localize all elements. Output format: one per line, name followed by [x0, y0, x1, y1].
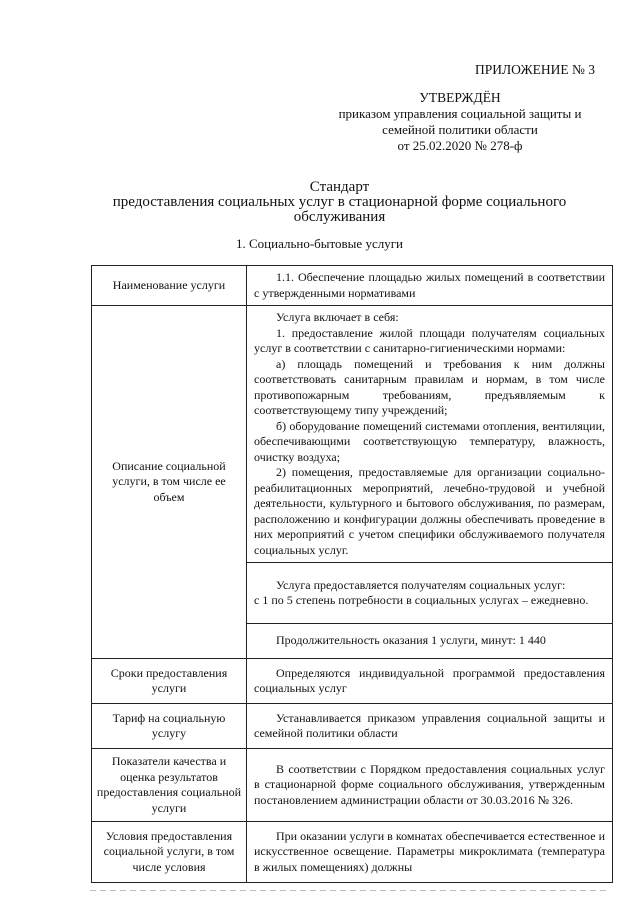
- table-row-name: [92, 266, 613, 306]
- title-line-1: Стандарт: [309, 179, 370, 195]
- conditions-value: [247, 822, 613, 883]
- order-line-2: семейной политики области: [382, 122, 538, 137]
- scan-artifact-line: [90, 890, 610, 891]
- recipients-value: [247, 563, 613, 624]
- table-row-tariff: [92, 704, 613, 749]
- tariff-label: Тариф на социальную услугу: [92, 704, 247, 749]
- terms-value: [247, 659, 613, 704]
- service-name-text: 1.1. Обеспечение площадью жилых помещений в соответствии с утвержденными нормативами: [254, 270, 605, 300]
- desc-paragraph: б) оборудование помещений системами отопления, вентиляции, обеспечивающими соответствующую температуру, влажность, очистку воздуха;: [254, 418, 605, 464]
- section-title: 1. Социально-бытовые услуги: [236, 236, 403, 251]
- conditions-label: Условия предоставления социальной услуги, в том числе условия: [92, 822, 247, 883]
- desc-paragraph: 1. предоставление жилой площади получателям социальных услуг в соответствии с санитарно-гигиеническими нормами:: [254, 325, 605, 355]
- approved-stamp-text: УТВЕРЖДЁН: [419, 90, 501, 105]
- quality-label: Показатели качества и оценка результатов предоставления социальной услуги: [92, 749, 247, 822]
- recipients-line-1: Услуга предоставляется получателям социальных услуг:: [276, 577, 566, 592]
- order-line-1: приказом управления социальной защиты и: [338, 106, 582, 121]
- title-line-2: предоставления социальных услуг в стационарной форме социального: [112, 194, 567, 210]
- standard-table: [91, 265, 613, 883]
- title-line-3: обслуживания: [293, 209, 386, 225]
- description-label: Описание социальной услуги, в том числе ее объем: [92, 306, 247, 659]
- duration-value: [247, 624, 613, 659]
- desc-paragraph: а) площадь помещений и требования к ним должны соответствовать санитарным правилам и нормам, в том числе противопожарным требованиям, предъявляемым к соответствующему типу учреждений;: [254, 356, 605, 417]
- table-row-description: [92, 306, 613, 563]
- document-title: [80, 180, 599, 225]
- appendix-number: ПРИЛОЖЕНИЕ № 3: [474, 62, 595, 77]
- duration-text: Продолжительность оказания 1 услуги, минут: 1 440: [276, 633, 546, 648]
- table-row-quality: [92, 749, 613, 822]
- terms-text: Определяются индивидуальной программой предоставления социальных услуг: [254, 665, 605, 695]
- terms-label: Сроки предоставления услуги: [92, 659, 247, 704]
- quality-text: В соответствии с Порядком предоставления социальных услуг в стационарной форме социального обслуживания, утвержденным постановлением администрации области от 30.03.2016 № 326.: [254, 761, 605, 807]
- recipients-line-2: с 1 по 5 степень потребности в социальных услугах – ежедневно.: [254, 593, 589, 607]
- service-name-value: [247, 266, 613, 306]
- quality-value: [247, 749, 613, 822]
- table-row-conditions: [92, 822, 613, 883]
- description-value: [247, 306, 613, 563]
- desc-paragraph: Услуга включает в себя:: [276, 310, 399, 324]
- table-row-terms: [92, 659, 613, 704]
- conditions-text: При оказании услуги в комнатах обеспечивается естественное и искусственное освещение. Параметры микроклимата (температура в жилых помещениях) должны: [254, 828, 605, 874]
- tariff-value: [247, 704, 613, 749]
- service-name-label: Наименование услуги: [92, 266, 247, 306]
- desc-paragraph: 2) помещения, предоставляемые для организации социально-реабилитационных мероприятий, лечебно-трудовой и учебной деятельности, культурного и бытового обслуживания, по размерам, расположению и конфигурации должны обеспечивать проведение в них мероприятий с учетом специфики обслуживаемого получателя социальных услуг.: [254, 465, 605, 557]
- tariff-text: Устанавливается приказом управления социальной защиты и семейной политики области: [254, 710, 605, 740]
- approval-block: [325, 62, 595, 154]
- order-date-number: от 25.02.2020 № 278-ф: [397, 138, 523, 153]
